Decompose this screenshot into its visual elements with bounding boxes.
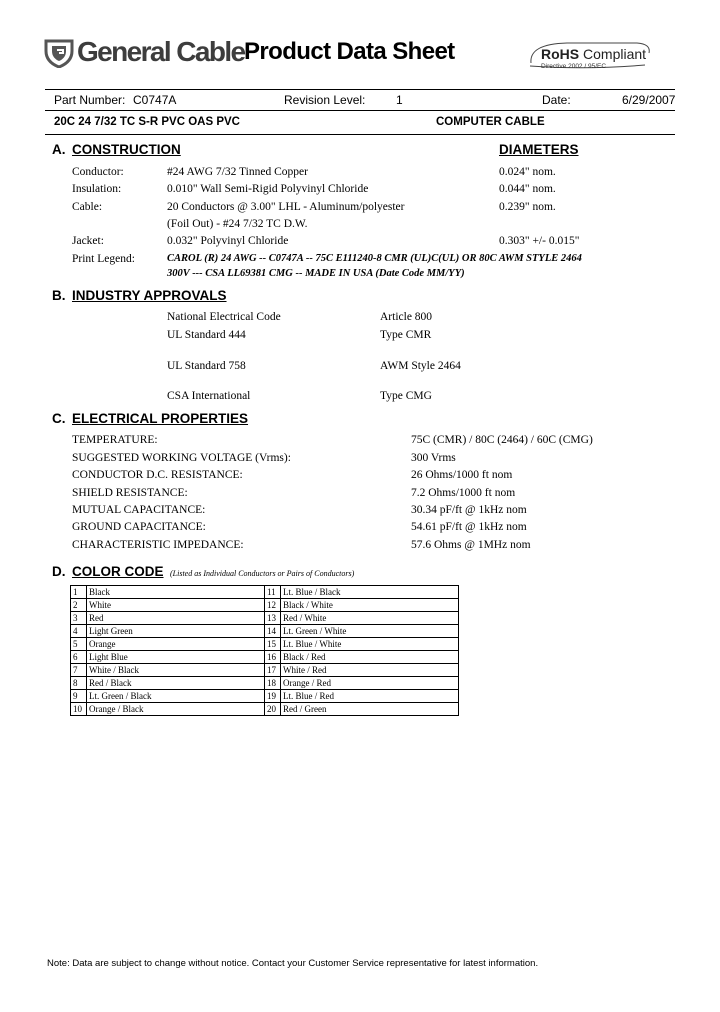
cell: Orange / Black [87, 703, 265, 716]
cell: 5 [71, 638, 87, 651]
insulation-value: 0.010" Wall Semi-Rigid Polyvinyl Chloride [167, 183, 369, 195]
insulation-diameter: 0.044" nom. [499, 183, 556, 195]
electrical-value: 75C (CMR) / 80C (2464) / 60C (CMG) [411, 434, 593, 446]
cell: 6 [71, 651, 87, 664]
revision-label: Revision Level: [284, 93, 366, 107]
divider [45, 89, 675, 90]
cell: 9 [71, 690, 87, 703]
footer-note: Note: Data are subject to change without notice. Contact your Customer Service representative for latest information. [47, 958, 539, 969]
electrical-value: 54.61 pF/ft @ 1kHz nom [411, 521, 527, 533]
diameters-title: DIAMETERS [499, 142, 579, 157]
cell: Red / Black [87, 677, 265, 690]
jacket-value: 0.032" Polyvinyl Chloride [167, 235, 289, 247]
divider [45, 134, 675, 135]
cell: White [87, 599, 265, 612]
print-legend-line1: CAROL (R) 24 AWG -- C0747A -- 75C E111240-8 CMR (UL)C(UL) OR 80C AWM STYLE 2464 [167, 253, 582, 264]
approval-name: UL Standard 758 [167, 360, 246, 372]
rohs-directive: Directive 2002 / 95/EC [541, 63, 607, 70]
electrical-value: 7.2 Ohms/1000 ft nom [411, 487, 516, 499]
conductor-diameter: 0.024" nom. [499, 166, 556, 178]
page-title: Product Data Sheet [244, 38, 455, 65]
cell: 8 [71, 677, 87, 690]
electrical-label: SUGGESTED WORKING VOLTAGE (Vrms): [72, 452, 291, 464]
rohs-strong: RoHS [541, 46, 580, 62]
cell: 15 [265, 638, 281, 651]
date-value: 6/29/2007 [622, 93, 676, 107]
product-description: 20C 24 7/32 TC S-R PVC OAS PVC [54, 116, 240, 128]
cell: White / Black [87, 664, 265, 677]
cell: Lt. Green / Black [87, 690, 265, 703]
table-row [71, 664, 459, 677]
approval-value: Type CMR [380, 329, 432, 341]
date-label: Date: [542, 93, 571, 107]
section-c-title: ELECTRICAL PROPERTIES [72, 411, 249, 426]
cell: 13 [265, 612, 281, 625]
cell: Red [87, 612, 265, 625]
table-row [71, 690, 459, 703]
product-category: COMPUTER CABLE [436, 116, 545, 128]
table-row [71, 612, 459, 625]
cell: 16 [265, 651, 281, 664]
section-d-title: COLOR CODE [72, 564, 164, 579]
table-row [71, 651, 459, 664]
cell: 4 [71, 625, 87, 638]
cell: 3 [71, 612, 87, 625]
table-row [71, 586, 459, 599]
cell: 10 [71, 703, 87, 716]
cable-diameter: 0.239" nom. [499, 201, 556, 213]
electrical-label: MUTUAL CAPACITANCE: [72, 504, 206, 516]
approval-name: CSA International [167, 390, 251, 402]
electrical-label: SHIELD RESISTANCE: [72, 487, 188, 499]
table-row [71, 677, 459, 690]
cell: Lt. Blue / Black [281, 586, 459, 599]
part-number-label: Part Number: [54, 93, 126, 107]
table-row [71, 638, 459, 651]
electrical-value: 30.34 pF/ft @ 1kHz nom [411, 504, 527, 516]
conductor-value: #24 AWG 7/32 Tinned Copper [167, 166, 308, 178]
rohs-compliant: Compliant [583, 46, 647, 62]
electrical-label: GROUND CAPACITANCE: [72, 521, 206, 533]
cell: 1 [71, 586, 87, 599]
section-b-title: INDUSTRY APPROVALS [72, 288, 227, 303]
conductor-label: Conductor: [72, 166, 124, 178]
section-a-letter: A. [52, 142, 66, 157]
cell: Orange [87, 638, 265, 651]
cell: Lt. Blue / White [281, 638, 459, 651]
color-code-table [70, 585, 459, 716]
table-row [71, 599, 459, 612]
insulation-label: Insulation: [72, 183, 122, 195]
cell: 11 [265, 586, 281, 599]
cell: 18 [265, 677, 281, 690]
cell: Lt. Blue / Red [281, 690, 459, 703]
approval-name: UL Standard 444 [167, 329, 246, 341]
cell: Black [87, 586, 265, 599]
section-b-letter: B. [52, 288, 66, 303]
cable-label: Cable: [72, 201, 103, 213]
cell: 7 [71, 664, 87, 677]
electrical-value: 57.6 Ohms @ 1MHz nom [411, 539, 531, 551]
cable-value-line1: 20 Conductors @ 3.00" LHL - Aluminum/polyester [167, 201, 405, 213]
color-code-note: (Listed as Individual Conductors or Pairs of Conductors) [170, 569, 355, 578]
electrical-value: 300 Vrms [411, 452, 456, 464]
jacket-label: Jacket: [72, 235, 104, 247]
electrical-value: 26 Ohms/1000 ft nom [411, 469, 513, 481]
section-a-title: CONSTRUCTION [72, 142, 181, 157]
revision-value: 1 [396, 93, 403, 107]
print-legend-label: Print Legend: [72, 253, 135, 265]
print-legend-line2: 300V --- CSA LL69381 CMG -- MADE IN USA (Date Code MM/YY) [167, 268, 465, 279]
cell: Light Green [87, 625, 265, 638]
electrical-label: CHARACTERISTIC IMPEDANCE: [72, 539, 244, 551]
approval-value: AWM Style 2464 [380, 360, 461, 372]
electrical-label: TEMPERATURE: [72, 434, 158, 446]
electrical-label: CONDUCTOR D.C. RESISTANCE: [72, 469, 243, 481]
cell: Orange / Red [281, 677, 459, 690]
cell: 20 [265, 703, 281, 716]
cell: Light Blue [87, 651, 265, 664]
cell: Lt. Green / White [281, 625, 459, 638]
table-row [71, 703, 459, 716]
cell: 17 [265, 664, 281, 677]
cell: White / Red [281, 664, 459, 677]
table-row [71, 625, 459, 638]
part-number-value: C0747A [133, 93, 177, 107]
cell: Black / White [281, 599, 459, 612]
cell: 12 [265, 599, 281, 612]
approval-name: National Electrical Code [167, 311, 281, 323]
section-d-letter: D. [52, 564, 66, 579]
divider [45, 110, 675, 111]
cell: Red / White [281, 612, 459, 625]
cell: 14 [265, 625, 281, 638]
brand-name: General Cable [77, 36, 245, 67]
section-c-letter: C. [52, 411, 66, 426]
general-cable-logo-icon [44, 38, 74, 68]
approval-value: Article 800 [380, 311, 433, 323]
cable-value-line2: (Foil Out) - #24 7/32 TC D.W. [167, 218, 308, 230]
approval-value: Type CMG [380, 390, 432, 402]
cell: 2 [71, 599, 87, 612]
brand-logo [44, 36, 245, 71]
cell: Black / Red [281, 651, 459, 664]
rohs-badge [527, 41, 652, 71]
cell: 19 [265, 690, 281, 703]
jacket-diameter: 0.303" +/- 0.015" [499, 235, 580, 247]
cell: Red / Green [281, 703, 459, 716]
